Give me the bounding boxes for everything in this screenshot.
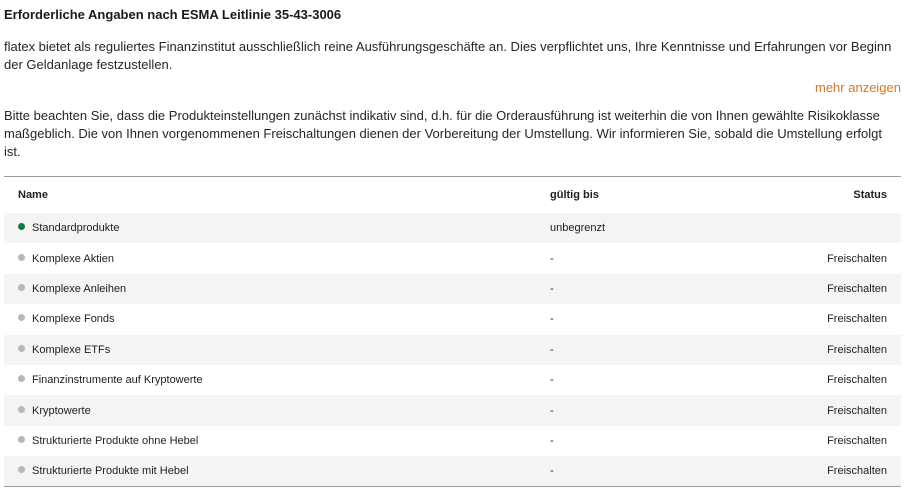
table-row: [4, 213, 901, 243]
table-header-row: [4, 177, 901, 214]
inactive-status-dot-icon: [18, 345, 25, 352]
valid-until: -: [550, 313, 554, 326]
unlock-button[interactable]: Freischalten: [827, 404, 887, 417]
table-row: [4, 274, 901, 304]
intro-text: flatex bietet als reguliertes Finanzinstitut ausschließlich reine Ausführungsgeschäfte an. Dies verpflichtet uns, Ihre Kenntnisse und Erfahrungen vor Beginn der Geldanlage festzustellen.: [4, 39, 892, 72]
valid-until: -: [550, 282, 554, 295]
notice-text: Bitte beachten Sie, dass die Produkteinstellungen zunächst indikativ sind, d.h. für die Orderausführung ist weiterhin die von Ihnen gewählte Risikoklasse maßgeblich. Die von Ihnen vorgenommenen Freischaltungen dienen der Vorbereitung der Umstellung. Wir informieren Sie, sobald die Umstellung erfolgt ist.: [4, 108, 882, 159]
inactive-status-dot-icon: [18, 466, 25, 473]
inactive-status-dot-icon: [18, 314, 25, 321]
valid-until: -: [550, 404, 554, 417]
table-row: [4, 304, 901, 334]
product-name: Kryptowerte: [32, 404, 91, 417]
table-row: [4, 335, 901, 365]
product-name: Strukturierte Produkte mit Hebel: [32, 465, 189, 478]
table-row: [4, 426, 901, 456]
unlock-button[interactable]: Freischalten: [827, 434, 887, 447]
unlock-button[interactable]: Freischalten: [827, 343, 887, 356]
row-name-cell: [4, 456, 536, 486]
column-header-status: Status: [853, 189, 887, 201]
table-row: [4, 395, 901, 425]
valid-until: -: [550, 465, 554, 478]
valid-until: -: [550, 252, 554, 265]
product-name: Finanzinstrumente auf Kryptowerte: [32, 374, 203, 387]
show-more-link[interactable]: mehr anzeigen: [815, 80, 901, 95]
row-name-cell: [4, 335, 536, 365]
valid-until: unbegrenzt: [550, 222, 606, 235]
product-name: Komplexe Fonds: [32, 313, 115, 326]
table-row: [4, 456, 901, 486]
status-cell: [770, 213, 901, 243]
unlock-button[interactable]: Freischalten: [827, 252, 887, 265]
row-name-cell: [4, 274, 536, 304]
unlock-button[interactable]: Freischalten: [827, 374, 887, 387]
row-name-cell: [4, 243, 536, 273]
inactive-status-dot-icon: [18, 254, 25, 261]
product-table: [4, 176, 901, 487]
inactive-status-dot-icon: [18, 406, 25, 413]
inactive-status-dot-icon: [18, 436, 25, 443]
row-name-cell: [4, 365, 536, 395]
inactive-status-dot-icon: [18, 284, 25, 291]
product-name: Komplexe Aktien: [32, 252, 114, 265]
row-name-cell: [4, 304, 536, 334]
unlock-button[interactable]: Freischalten: [827, 313, 887, 326]
product-name: Standardprodukte: [32, 222, 120, 235]
valid-until: -: [550, 434, 554, 447]
row-name-cell: [4, 426, 536, 456]
valid-until: -: [550, 343, 554, 356]
product-name: Komplexe Anleihen: [32, 282, 127, 295]
table-row: [4, 365, 901, 395]
product-name: Strukturierte Produkte ohne Hebel: [32, 434, 199, 447]
active-status-dot-icon: [18, 223, 25, 230]
table-row: [4, 243, 901, 273]
unlock-button[interactable]: Freischalten: [827, 465, 887, 478]
column-header-name: Name: [18, 189, 48, 201]
valid-until: -: [550, 374, 554, 387]
inactive-status-dot-icon: [18, 375, 25, 382]
product-name: Komplexe ETFs: [32, 343, 111, 356]
column-header-valid: gültig bis: [550, 189, 599, 201]
section-title: Erforderliche Angaben nach ESMA Leitlinie 35-43-3006: [4, 7, 342, 22]
row-name-cell: [4, 213, 536, 243]
unlock-button[interactable]: Freischalten: [827, 282, 887, 295]
row-name-cell: [4, 395, 536, 425]
